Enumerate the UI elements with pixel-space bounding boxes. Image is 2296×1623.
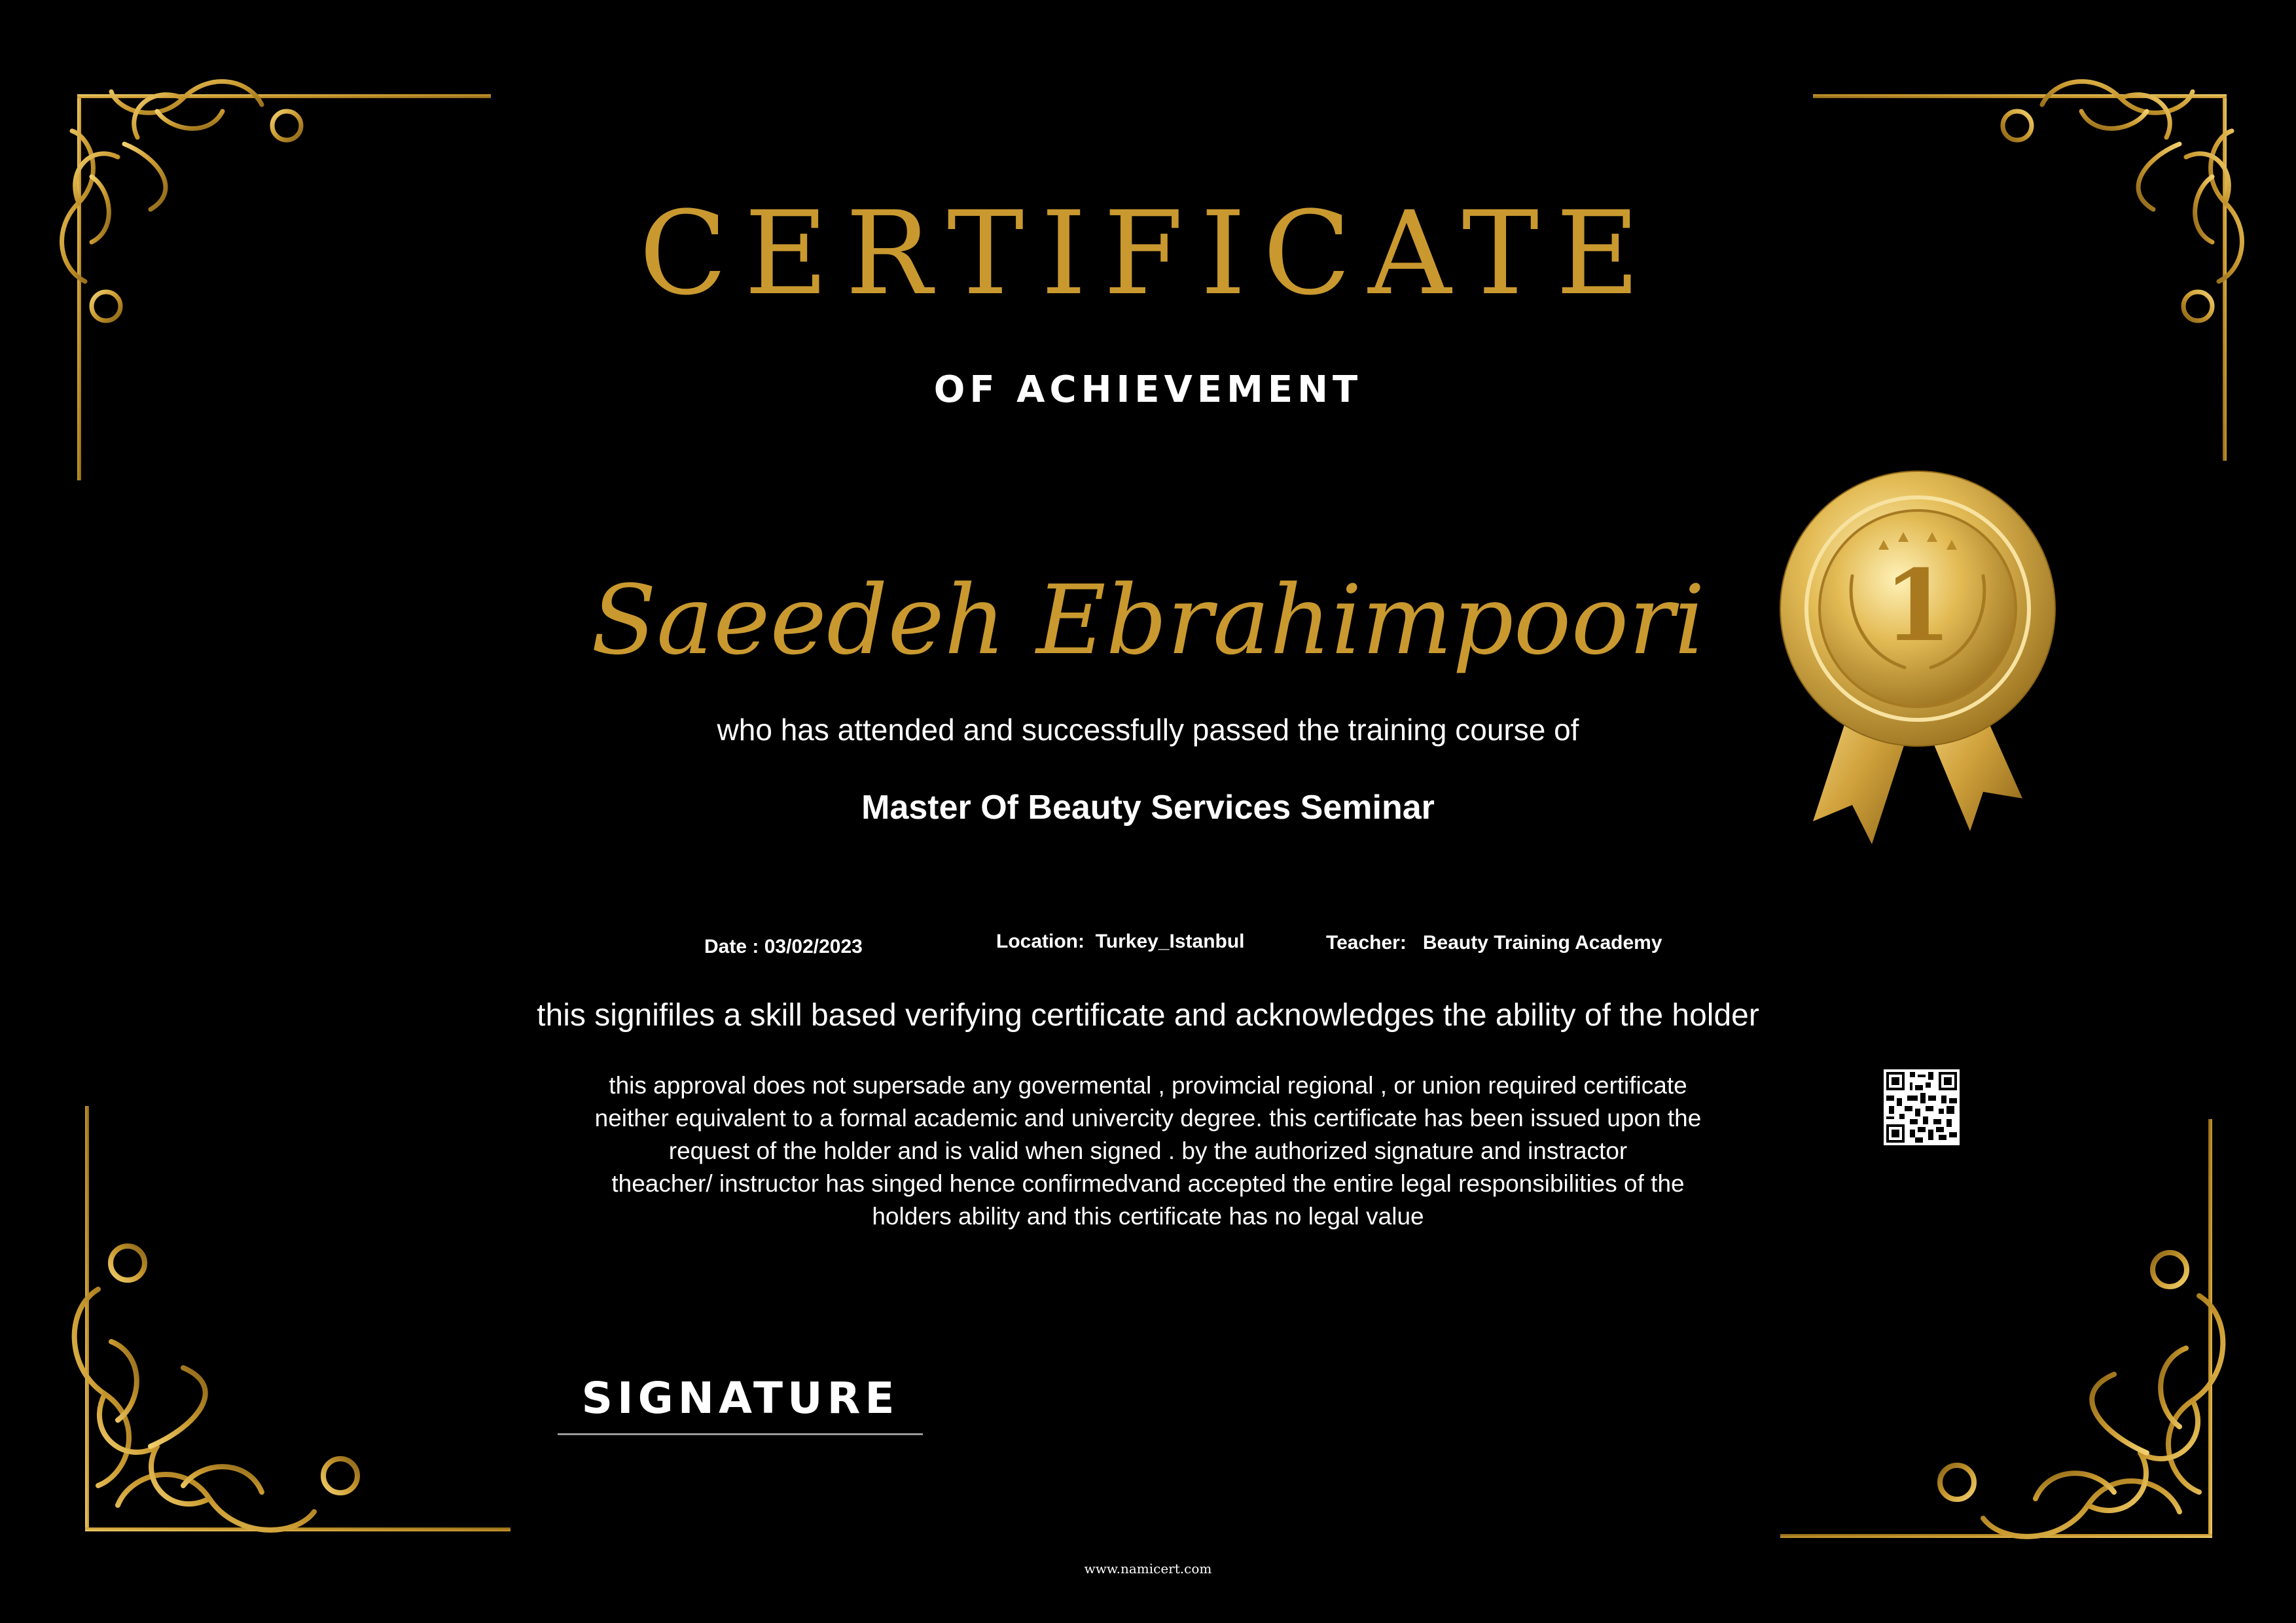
website-text: www.namicert.com xyxy=(1084,1561,1212,1577)
signifies-text: this signifiles a skill based verifying certificate and acknowledges the ability of the holder xyxy=(537,998,1759,1033)
qr-code-icon xyxy=(1884,1069,1960,1145)
approval-line: holders ability and this certificate has no legal value xyxy=(872,1203,1424,1230)
approval-line: this approval does not supersade any govermental , provimcial regional , or union required certificate xyxy=(609,1072,1687,1099)
approval-line: theacher/ instructor has singed hence confirmedvand accepted the entire legal responsibilities of the xyxy=(611,1170,1685,1197)
teacher-label: Teacher: xyxy=(1326,932,1407,954)
corner-ornament-bottom-right-icon xyxy=(1774,1106,2232,1544)
location-label: Location: xyxy=(996,931,1085,952)
attended-text: who has attended and successfully passed the training course of xyxy=(717,713,1579,747)
teacher-field xyxy=(1326,933,1662,953)
signature-label: SIGNATURE xyxy=(581,1373,899,1423)
location-field xyxy=(996,932,1245,952)
date-value: 03/02/2023 xyxy=(764,936,863,957)
approval-paragraph xyxy=(493,1069,1803,1233)
date-label: Date : xyxy=(704,936,759,957)
signature-line xyxy=(558,1433,923,1435)
recipient-name: Saeedeh Ebrahimpoori xyxy=(591,565,1705,676)
corner-ornament-bottom-left-icon xyxy=(65,1099,524,1538)
approval-line: neither equivalent to a formal academic and univercity degree. this certificate has been issued upon the xyxy=(594,1105,1702,1132)
medal-number: 1 xyxy=(1883,548,1952,664)
location-value: Turkey_Istanbul xyxy=(1095,931,1245,952)
certificate-title: CERTIFICATE xyxy=(639,187,1657,321)
approval-line: request of the holder and is valid when signed . by the authorized signature and instractor xyxy=(668,1137,1628,1164)
date-field xyxy=(704,937,863,957)
certificate-subtitle: OF ACHIEVEMENT xyxy=(933,368,1363,411)
teacher-value: Beauty Training Academy xyxy=(1422,932,1662,954)
course-name: Master Of Beauty Services Seminar xyxy=(861,789,1435,827)
